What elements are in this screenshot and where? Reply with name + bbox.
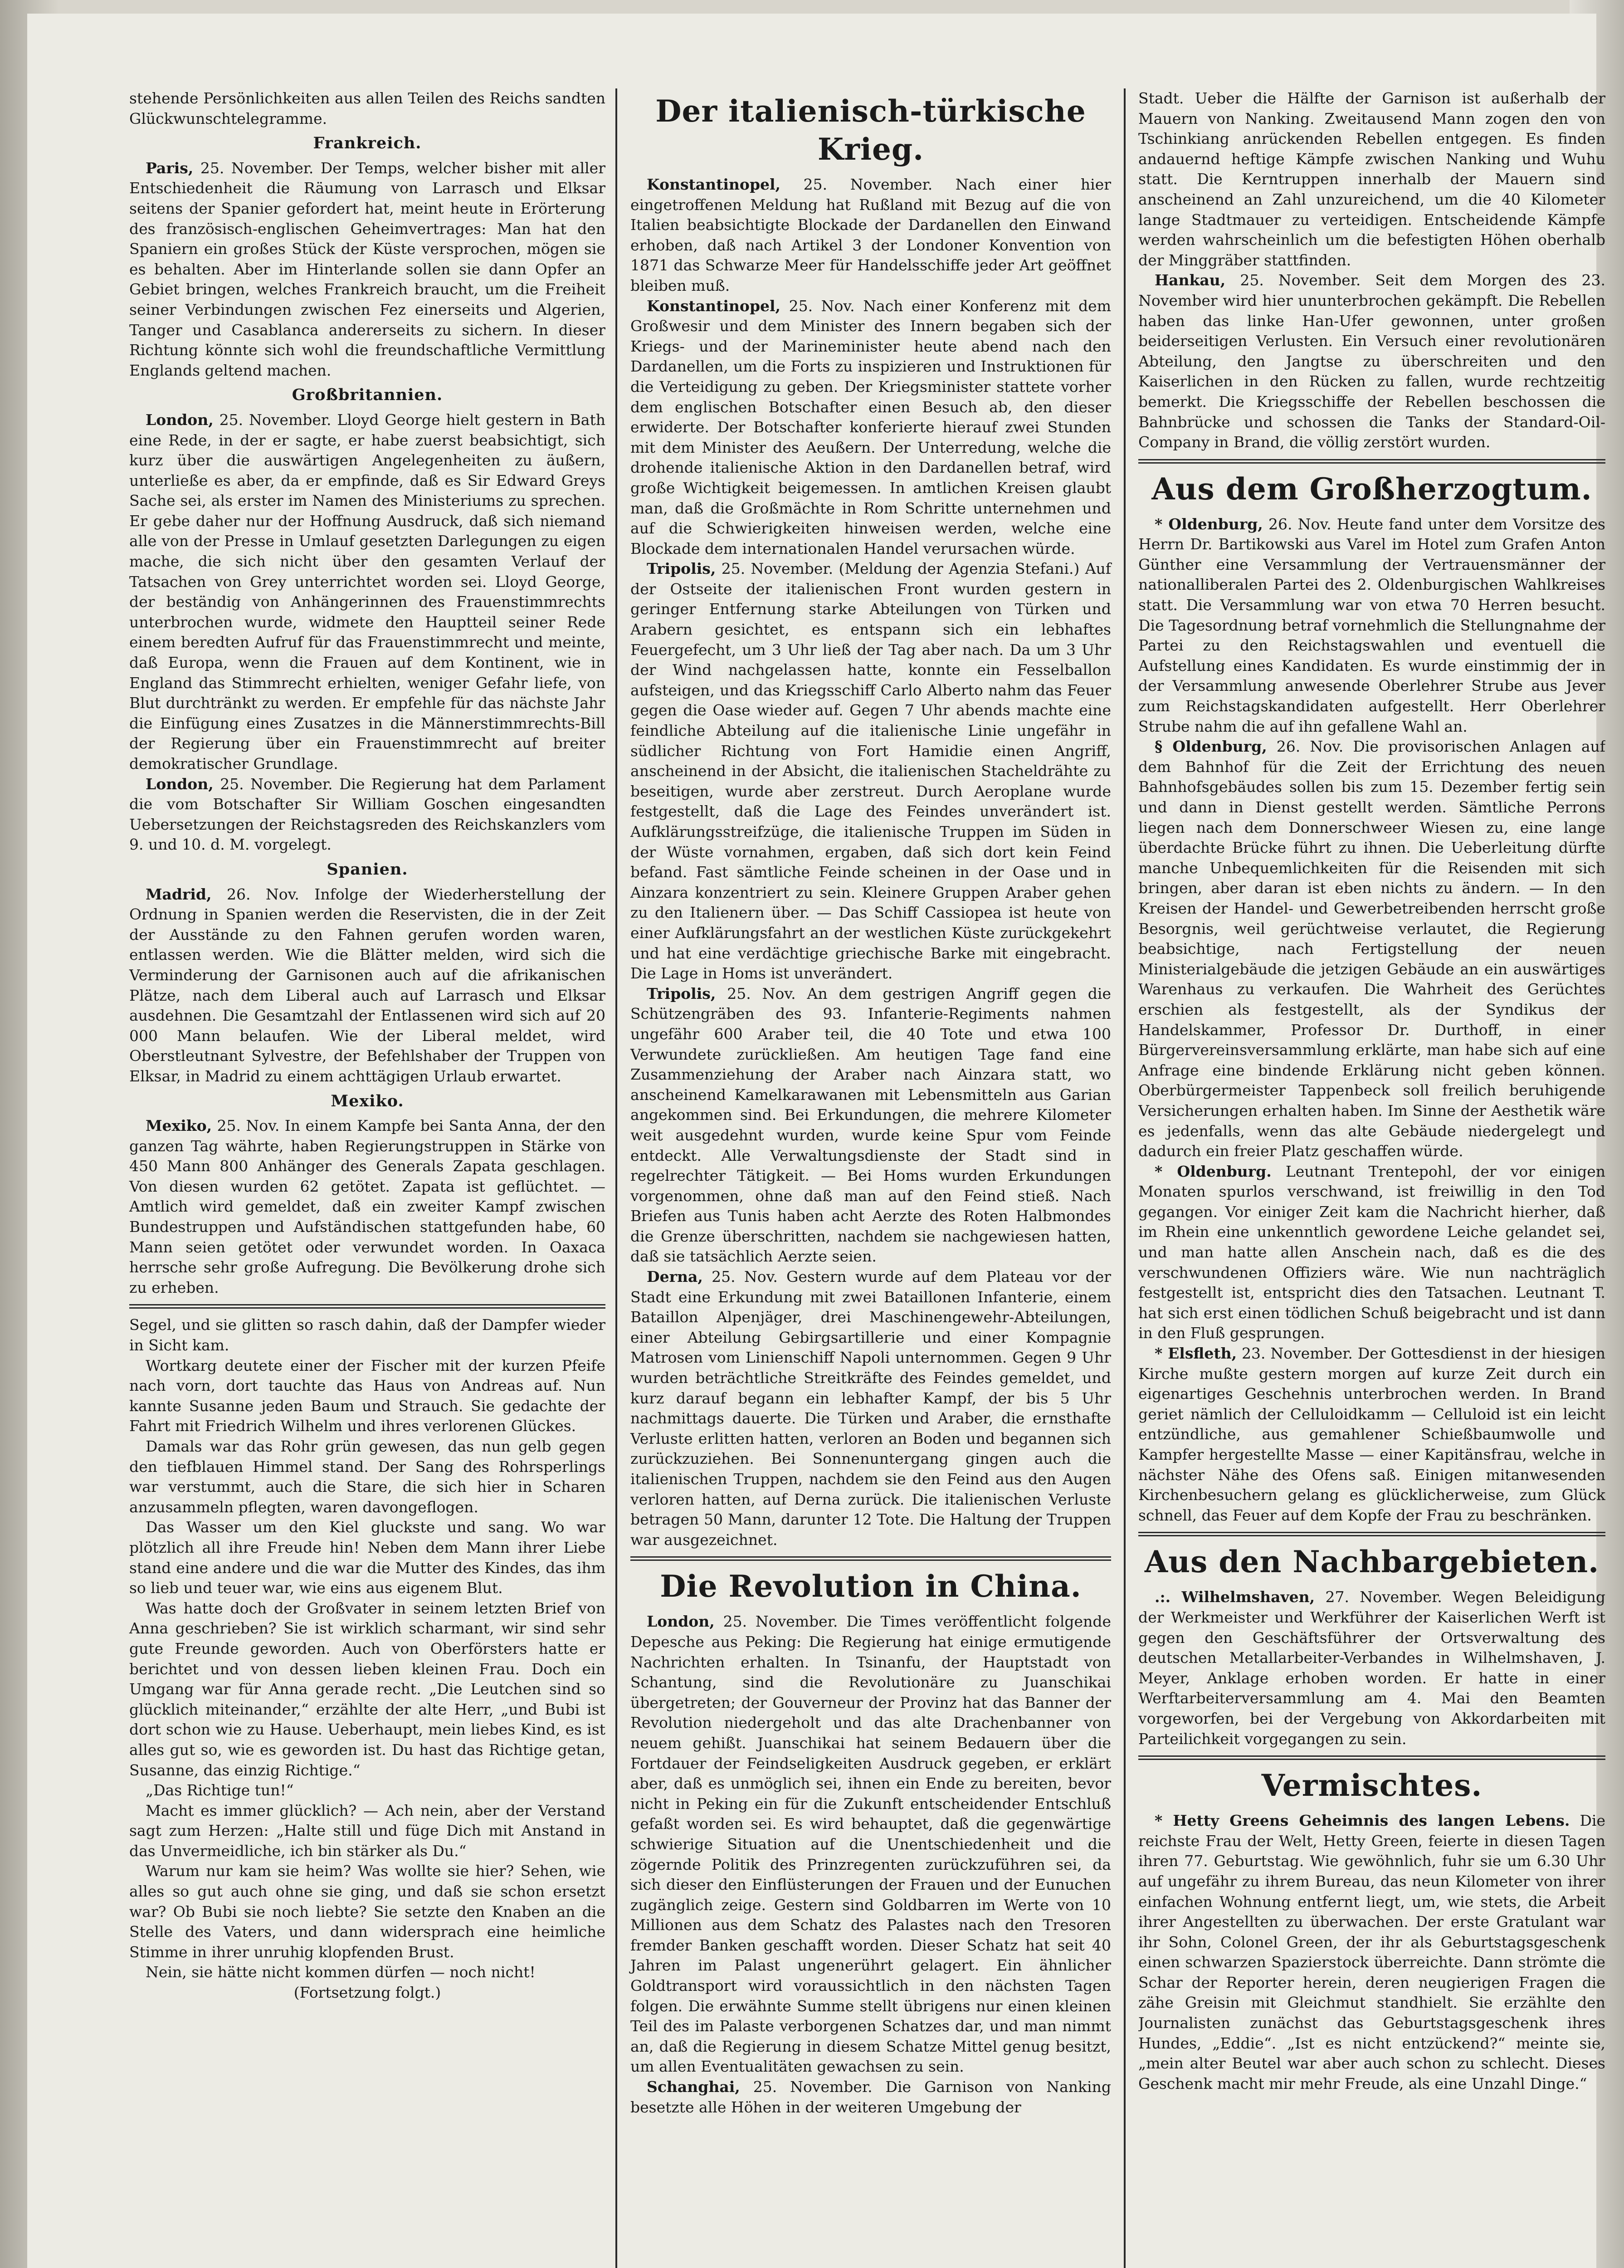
headline-nachbargebiete: Aus den Nachbargebieten. — [1144, 1544, 1600, 1580]
novel-paragraph: Was hatte doch der Großvater in seinem letzten Brief von Anna geschrieben? Sie ist wirklich scharmant, wir sind sehr gute Freunde geworden. Auch von Oberförsters hatte er berichtet und von dessen lieben kleinen Frau. Doch ein Umgang war für Anna gerade recht. „Die Leutchen sind so glücklich miteinander,“ erzählte der alte Herr, „und Bubi ist dort schon wie zu Hause. Ueberhaupt, mein liebes Kind, es ist alles gut so, wie es geworden ist. Du hast das Richtige getan, Susanne, das einzig Richtige.“ — [129, 1599, 605, 1779]
lead-paragraph: stehende Persönlichkeiten aus allen Teilen des Reichs sandten Glückwunschtelegramme. — [129, 89, 605, 127]
section-divider — [1138, 459, 1605, 464]
article-elsfleth: * Elsfleth, 23. November. Der Gottesdienst in der hiesigen Kirche mußte gestern morgen auf kurze Zeit durch ein eigenartiges Geschehnis unterbrochen werden. In Brand geriet nämlich der Celluloidkamm — Celluloid ist ein leicht entzündliche, aus gemahlener Schießbaumwolle und Kampfer hergestellte Masse — einer Kapitänsfrau, welche in nächster Nähe des Ofens saß. Einigen mitanwesenden Kirchenbesuchern gelang es glücklicherweise, zum Glück schnell, das Feuer auf dem Kopfe der Frau zu beschränken. — [1138, 1344, 1605, 1524]
section-heading-mexiko: Mexiko. — [331, 1091, 404, 1110]
novel-paragraph: „Das Richtige tun!“ — [146, 1781, 294, 1799]
article-london-1: London, 25. November. Lloyd George hielt gestern in Bath eine Rede, in der er sagte, er habe zuerst beabsichtigt, sich kurz über die auswärtigen Angelegenheiten zu äußern, unterließe es aber, da er empfinde, daß es Sir Edward Greys Sache sei, als erster im Namen des Ministeriums zu sprechen. Er gebe daher nur der Hoffnung Ausdruck, daß sich niemand alle von der Presse in Umlauf gesetzten Darlegungen zu eigen mache, die sich nicht über den gesamten Verlauf der Tatsachen von Grey unterrichtet worden sei. Lloyd George, der beständig von Anhängerinnen des Frauenstimmrechts unterbrochen wurde, widmete den Hauptteil seiner Rede einem beredten Aufruf für das Frauenstimmrecht und meinte, daß Europa, wenn die Frauen auf dem Kontinent, wie in England das Stimmrecht erhielten, weniger Gefahr liefe, von Blut durchtränkt zu werden. Er empfehle für das nächste Jahr die Einfügung eines Zusatzes in die Männerstimmrechts-Bill der Regierung über ein Frauenstimmrecht auf breiter demokratischer Grundlage. — [129, 411, 605, 772]
column-1 — [129, 88, 605, 2003]
novel-paragraph: Macht es immer glücklich? — Ach nein, aber der Verstand sagt zum Herzen: „Halte still und füge Dich mit Anstand in das Unvermeidliche, ich bin stärker als Du.“ — [129, 1801, 605, 1860]
article-wilhelmshaven: .:. Wilhelmshaven, 27. November. Wegen Beleidigung der Werkmeister und Werkführer der Kaiserlichen Werft ist gegen den Geschäftsführer der Ortsverwaltung des deutschen Metallarbeiter-Verbandes in Wilhelmshaven, J. Meyer, Anklage erhoben worden. Er hatte in einer Werftarbeiterversammlung am 4. Mai den Beamten vorgeworfen, bei der Vergebung von Akkordarbeiten mit Parteilichkeit vorgegangen zu sein. — [1138, 1588, 1605, 1748]
novel-paragraph: Das Wasser um den Kiel gluckste und sang. Wo war plötzlich all ihre Freude hin! Neben dem Mann ihrer Liebe stand eine andere und die war die Mutter des Kindes, das ihm so lieb und teuer war, wie eins aus eigenem Blut. — [129, 1518, 605, 1597]
article-tripolis-2: Tripolis, 25. Nov. An dem gestrigen Angriff gegen die Schützengräben des 93. Infanterie-Regiments nahmen ungefähr 600 Araber teil, die 40 Tote und etwa 100 Verwundete zurückließen. Am heutigen Tage fand eine Zusammenziehung der Araber nach Ainzara statt, wo anscheinend Kamelkarawanen mit Lebensmitteln aus Garian angekommen sind. Bei Erkundungen, die mehrere Kilometer weit ausgedehnt wurden, wurde keine Spur vom Feinde entdeckt. Alle Verwaltungsdienste der Stadt sind in regelrechter Tätigkeit. — Bei Homs wurden Erkundungen vorgenommen, ohne daß man auf den Feind stieß. Nach Briefen aus Tunis haben acht Aerzte des Roten Halbmondes die Grenze überschritten, nachdem sie nachgewiesen hatten, daß sie tatsächlich Aerzte seien. — [630, 984, 1111, 1266]
article-london-2: London, 25. November. Die Regierung hat dem Parlament die vom Botschafter Sir William Goschen eingesandten Uebersetzungen der Reichstagsreden des Reichskanzlers vom 9. und 10. d. M. vorgelegt. — [129, 775, 605, 854]
article-tripolis-1: Tripolis, 25. November. (Meldung der Agenzia Stefani.) Auf der Ostseite der italienischen Front wurden gestern in geringer Entfernung starke Abteilungen von Türken und Arabern gesichtet, es entspann sich ein lebhaftes Feuergefecht, um 3 Uhr ließ der Tag aber nach. Da um 3 Uhr der Wind nachgelassen hatte, konnte ein Fesselballon aufsteigen, und das Kriegsschiff Carlo Alberto nahm das Feuer gegen die Oase wieder auf. Gegen 7 Uhr abends machte eine feindliche Abteilung auf die italienische Linie ungefähr in südlicher Richtung von Fort Hamidie einen Angriff, anscheinend in der Absicht, die italienischen Stacheldrähte zu beseitigen, wurde aber zerstreut. Durch Aeroplane wurde festgestellt, daß die Lage des Feindes unverändert ist. Aufklärungsstreifzüge, die italienische Truppen im Süden in der Wüste vornahmen, ergaben, daß sich dort kein Feind befand. Fast sämtliche Feinde scheinen in der Oase und in Ainzara konzentriert zu sein. Kleinere Gruppen Araber gehen zu den Italienern über. — Das Schiff Cassiopea ist heute von einer Aufklärungsfahrt an der westlichen Küste zurückgekehrt und hat eine verdächtige griechische Barke mit eingebracht. Die Lage in Homs ist unverändert. — [630, 560, 1111, 982]
feuilleton-divider — [129, 1304, 605, 1309]
section-heading-frankreich: Frankreich. — [313, 134, 422, 153]
novel-paragraph: Wortkarg deutete einer der Fischer mit der kurzen Pfeife nach vorn, dort tauchte das Haus von Andreas auf. Nun kannte Susanne jeden Baum und Strauch. Sie gedachte der Fahrt mit Friedrich Wilhelm und ihres verlorenen Glückes. — [129, 1356, 605, 1435]
section-heading-grossbritannien: Großbritannien. — [292, 386, 443, 405]
headline-italian-turkish-war: Der italienisch-türkische Krieg. — [655, 93, 1086, 167]
article-hetty-green: * Hetty Greens Geheimnis des langen Lebens. Die reichste Frau der Welt, Hetty Green, feierte in diesen Tagen ihren 77. Geburtstag. Wie gewöhnlich, fuhr sie um 6.30 Uhr auf ungefähr zu ihrem Bureau, das neun Kilometer von ihrer einfachen Wohnung entfernt liegt, um, wie stets, die Arbeit ihrer Angestellten zu überwachen. Der erste Gratulant war ihr Sohn, Colonel Green, der ihr als Geburtstagsgeschenk einen schwarzen Spazierstock überreichte. Dann strömte die Schar der Reporter herein, deren neugierigen Fragen die zähe Greisin mit Gleichmut standhielt. Sie erzählte den Journalisten zunächst das Geburtstagsgeschenk ihres Hundes, „Eddie“. „Ist es nicht entzückend?“ meinte sie, „mein alter Beutel war aber auch schon zu schlecht. Dieses Geschenk macht mir mehr Freude, als eine Unzahl Dinge.“ — [1138, 1812, 1605, 2092]
novel-paragraph: Warum nur kam sie heim? Was wollte sie hier? Sehen, wie alles so gut auch ohne sie ging, und daß sie schon ersetzt war? Ob Bubi sie noch liebte? Sie setzte den Knaben an die Stelle des Vaters, und dann widersprach eine heimliche Stimme in ihrer unruhig klopfenden Brust. — [129, 1862, 605, 1961]
headline-vermischtes: Vermischtes. — [1261, 1768, 1483, 1804]
article-oldenburg-2: § Oldenburg, 26. Nov. Die provisorischen Anlagen auf dem Bahnhof für die Zeit der Errichtung des neuen Bahnhofsgebäudes sollen bis zum 15. Dezember fertig sein und dann in Dienst gestellt werden. Sämtliche Perrons liegen nach dem Donnerschweer Wiesen zu, eine lange überdachte Brücke führt zu ihnen. Die Ueberleitung dürfte manche Unbequemlichkeiten für die Reisenden mit sich bringen, aber daran ist eben nichts zu ändern. — In den Kreisen der Handel- und Gewerbetreibenden herrscht große Besorgnis, weil gerüchtweise verlautet, die Regierung beabsichtige, nach Fertigstellung der neuen Ministerialgebäude die jetzigen Gebäude an ein auswärtiges Warenhaus zu verkaufen. Die Wahrheit des Gerüchtes erschien als festgestellt, als der Syndikus der Handelskammer, Professor Dr. Durthoff, in einer Bürgervereinsversammlung erklärte, man habe sich auf eine Anfrage eine bindende Erklärung nicht geben können. Oberbürgermeister Tappenbeck soll freilich beruhigende Versicherungen erhalten haben. Im Sinne der Aesthetik wäre es jedenfalls, wenn das alte Gebäude niedergelegt und dadurch ein freier Platz geschaffen würde. — [1138, 738, 1605, 1160]
article-hankau: Hankau, 25. November. Seit dem Morgen des 23. November wird hier ununterbrochen gekämpft. Die Rebellen haben das linke Han-Ufer gewonnen, unter großen beiderseitigen Verlusten. Ein Versuch einer revolutionären Abteilung, den Jangtse zu überschreiten und den Kaiserlichen in den Rücken zu fallen, wurde rechtzeitig bemerkt. Die Kriegsschiffe der Rebellen beschossen die Bahnbrücke und schossen die Tanks der Standard-Oil-Company in Brand, die völlig zerstört wurden. — [1138, 271, 1605, 451]
column-3 — [1138, 88, 1605, 2268]
article-konstantinopel-2: Konstantinopel, 25. Nov. Nach einer Konferenz mit dem Großwesir und dem Minister des Innern begaben sich der Kriegs- und der Marineminister heute abend nach den Dardanellen, um die Forts zu inspizieren und Instruktionen für die Verteidigung zu geben. Der Kriegsminister stattete vorher dem englischen Botschafter einen Besuch ab, den dieser erwiderte. Der Botschafter konferierte hierauf zwei Stunden mit dem Minister des Aeußern. Der Unterredung, welche die drohende italienische Aktion in den Dardanellen betraf, wird große Wichtigkeit beigemessen. In amtlichen Kreisen glaubt man, daß die Großmächte in Rom Schritte unternehmen und auf die Schwierigkeiten hinweisen werden, welche eine Blockade dem internationalen Handel verursachen würde. — [630, 297, 1112, 557]
column-divider-left — [615, 88, 617, 2268]
section-heading-spanien: Spanien. — [327, 860, 408, 879]
article-oldenburg-3: * Oldenburg. Leutnant Trentepohl, der vor einigen Monaten spurlos verschwand, ist freiwillig in den Tod gegangen. Vor einiger Zeit kam die Nachricht hierher, daß im Rhein eine unkenntlich gewordene Leiche gelandet sei, und man hatte allen Anschein nach, daß es die des verschwundenen Offiziers wäre. Wie nun nachträglich festgestellt ist, entspricht dies den Tatsachen. Leutnant T. hat sich erst einen tödlichen Schuß beigebracht und ist dann in den Fluß gesprungen. — [1138, 1162, 1605, 1342]
column-2 — [630, 88, 1111, 2117]
section-divider — [630, 1556, 1111, 1561]
article-schanghai-continued: Stadt. Ueber die Hälfte der Garnison ist außerhalb der Mauern von Nanking. Zweitausend Mann zogen den von Tschinkiang anrückenden Rebellen entgegen. Es finden andauernd heftige Kämpfe zwischen Nanking und Wuhu statt. Die Kerntruppen innerhalb der Mauern sind anscheinend an Zahl unzureichend, um die 40 Kilometer lange Stadtmauer zu verteidigen. Entscheidende Kämpfe werden wahrscheinlich um die befestigten Höhen oberhalb der Minggräber stattfinden. — [1138, 89, 1605, 269]
column-divider-right — [1124, 88, 1126, 2268]
article-madrid: Madrid, 26. Nov. Infolge der Wiederherstellung der Ordnung in Spanien werden die Reservisten, die in der Zeit der Ausstände zu den Fahnen gerufen worden waren, entlassen werden. Wie die Blätter melden, wird sich die Verminderung der Garnisonen auch auf die afrikanischen Plätze, nach dem Liberal auch auf Larrasch und Elksar ausdehnen. Die Gesamtzahl der Entlassenen wird sich auf 20 000 Mann belaufen. Wie der Liberal meldet, wird Oberstleutnant Sylvestre, der Befehlshaber der Truppen von Elksar, in Madrid zu einem achttägigen Urlaub erwartet. — [129, 885, 605, 1085]
headline-grossherzogtum: Aus dem Großherzogtum. — [1151, 471, 1592, 507]
article-oldenburg-1: * Oldenburg, 26. Nov. Heute fand unter dem Vorsitze des Herrn Dr. Bartikowski aus Varel im Hotel zum Grafen Anton Günther eine Versammlung der Vertrauensmänner der nationalliberalen Partei des 2. Oldenburgischen Wahlkreises statt. Die Versammlung war von etwa 70 Herren besucht. Die Tagesordnung betraf vornehmlich die Stellungnahme der Partei zu den Reichstagswahlen und eventuell die Aufstellung eines Kandidaten. Es wurde einstimmig der in der Versammlung anwesende Oberlehrer Strube aus Jever zum Reichstagskandidaten aufgestellt. Herr Oberlehrer Strube nahm die auf ihn gefallene Wahl an. — [1138, 515, 1605, 735]
article-china-london: London, 25. November. Die Times veröffentlicht folgende Depesche aus Peking: Die Regierung hat einige ermutigende Nachrichten erhalten. In Tsinanfu, der Hauptstadt von Schantung, sind die Revolutionäre zu Juanschikai übergetreten; der Gouverneur der Provinz hat das Banner der Revolution niedergeholt und das alte Drachenbanner von neuem gehißt. Juanschikai hat seinem Bedauern über die Fortdauer der Feindseligkeiten Ausdruck gegeben, er erklärt aber, daß es unmöglich sei, ihnen ein Ende zu bereiten, bevor nicht in Peking ein für die Zukunft entscheidender Entschluß gefaßt worden sei. Es wird behauptet, daß die gegenwärtige schwierige Situation auf die Unentschiedenheit und die zögernde Politik des Prinzregenten zurückzuführen sei, da sich dieser den Einflüsterungen der Frauen und der Eunuchen zugänglich zeige. Gestern sind Goldbarren im Werte von 10 Millionen aus dem Schatz des Palastes nach den Tresoren fremder Banken geschafft worden. Dieser Schatz hat seit 40 Jahren im Palast ungenerührt gelagert. Ein ähnlicher Goldtransport wird voraussichtlich in den nächsten Tagen folgen. Die erwähnte Summe stellt übrigens nur einen kleinen Teil des im Palaste verborgenen Schatzes dar, und man nimmt an, daß die Regierung in diesem Schatze Mittel genug besitzt, um allen Eventualitäten gewachsen zu sein. — [630, 1613, 1111, 2076]
article-mexiko: Mexiko, 25. Nov. In einem Kampfe bei Santa Anna, der den ganzen Tag währte, haben Regierungstruppen in Stärke von 450 Mann 800 Anhänger des Generals Zapata geschlagen. Von diesen wurden 62 getötet. Zapata ist geflüchtet. — Amtlich wird gemeldet, daß ein zweiter Kampf zwischen Bundestruppen und Aufständischen stattgefunden habe, 60 Mann seien getötet oder verwundet worden. In Oaxaca herrsche sehr große Aufregung. Die Bevölkerung drohe sich zu erheben. — [129, 1117, 605, 1296]
article-derna: Derna, 25. Nov. Gestern wurde auf dem Plateau vor der Stadt eine Erkundung mit zwei Bataillonen Infanterie, einem Bataillon Alpenjäger, drei Maschinengewehr-Abteilungen, einer Abteilung Gebirgsartillerie und einer Kompagnie Matrosen vom Linienschiff Napoli unternommen. Gegen 9 Uhr wurden beträchtliche Streitkräfte des Feindes gemeldet, und kurz darauf begann ein lebhafter Kampf, der bis 5 Uhr nachmittags dauerte. Die Türken und Araber, die ernsthafte Verluste erlitten hatten, verloren an Boden und begannen sich zurückzuziehen. Bei Sonnenuntergang gingen auch die italienischen Truppen, nachdem sie den Feind aus den Augen verloren hatten, auf Derna zurück. Die italienischen Verluste betragen 50 Mann, darunter 12 Tote. Die Haltung der Truppen war ausgezeichnet. — [630, 1268, 1111, 1549]
section-divider — [1138, 1532, 1605, 1536]
novel-paragraph: Segel, und sie glitten so rasch dahin, daß der Dampfer wieder in Sicht kam. — [129, 1316, 605, 1354]
section-divider — [1138, 1755, 1605, 1760]
continuation-note: (Fortsetzung folgt.) — [293, 1984, 441, 2002]
feuilleton-novel — [129, 1315, 605, 1983]
novel-paragraph: Nein, sie hätte nicht kommen dürfen — noch nicht! — [146, 1963, 536, 1981]
headline-china-revolution: Die Revolution in China. — [660, 1569, 1082, 1604]
article-konstantinopel-1: Konstantinopel, 25. November. Nach einer hier eingetroffenen Meldung hat Rußland mit Bezug auf die von Italien beabsichtigte Blockade der Dardanellen den Einwand erhoben, daß nach Artikel 3 der Londoner Konvention von 1871 das Schwarze Meer für Handelsschiffe jeder Art geöffnet bleiben muß. — [630, 176, 1111, 294]
article-paris: Paris, 25. November. Der Temps, welcher bisher mit aller Entschiedenheit die Räumung von Larrasch und Elksar seitens der Spanier gefordert hat, meint heute in Erörterung des französisch-englischen Geheimvertrages: Man hat den Spaniern ein großes Stück der Küste versprochen, mögen sie es behalten. Aber im Hinterlande sollen sie dann Opfer an Gebiet bringen, welches Frankreich braucht, um die Freiheit seiner Verbindungen zwischen Fez einerseits und Algerien, Tanger und Casablanca andererseits zu sichern. In dieser Richtung könnte sich wohl die freundschaftliche Vermittlung Englands geltend machen. — [129, 159, 605, 379]
novel-paragraph: Damals war das Rohr grün gewesen, das nun gelb gegen den tiefblauen Himmel stand. Der Sang des Rohrsperlings war verstummt, auch die Stare, die sich hier in Scharen anzusammeln pflegten, waren davongeflogen. — [129, 1437, 605, 1516]
article-schanghai: Schanghai, 25. November. Die Garnison von Nanking besetzte alle Höhen in der weiteren Umgebung der — [630, 2078, 1111, 2116]
